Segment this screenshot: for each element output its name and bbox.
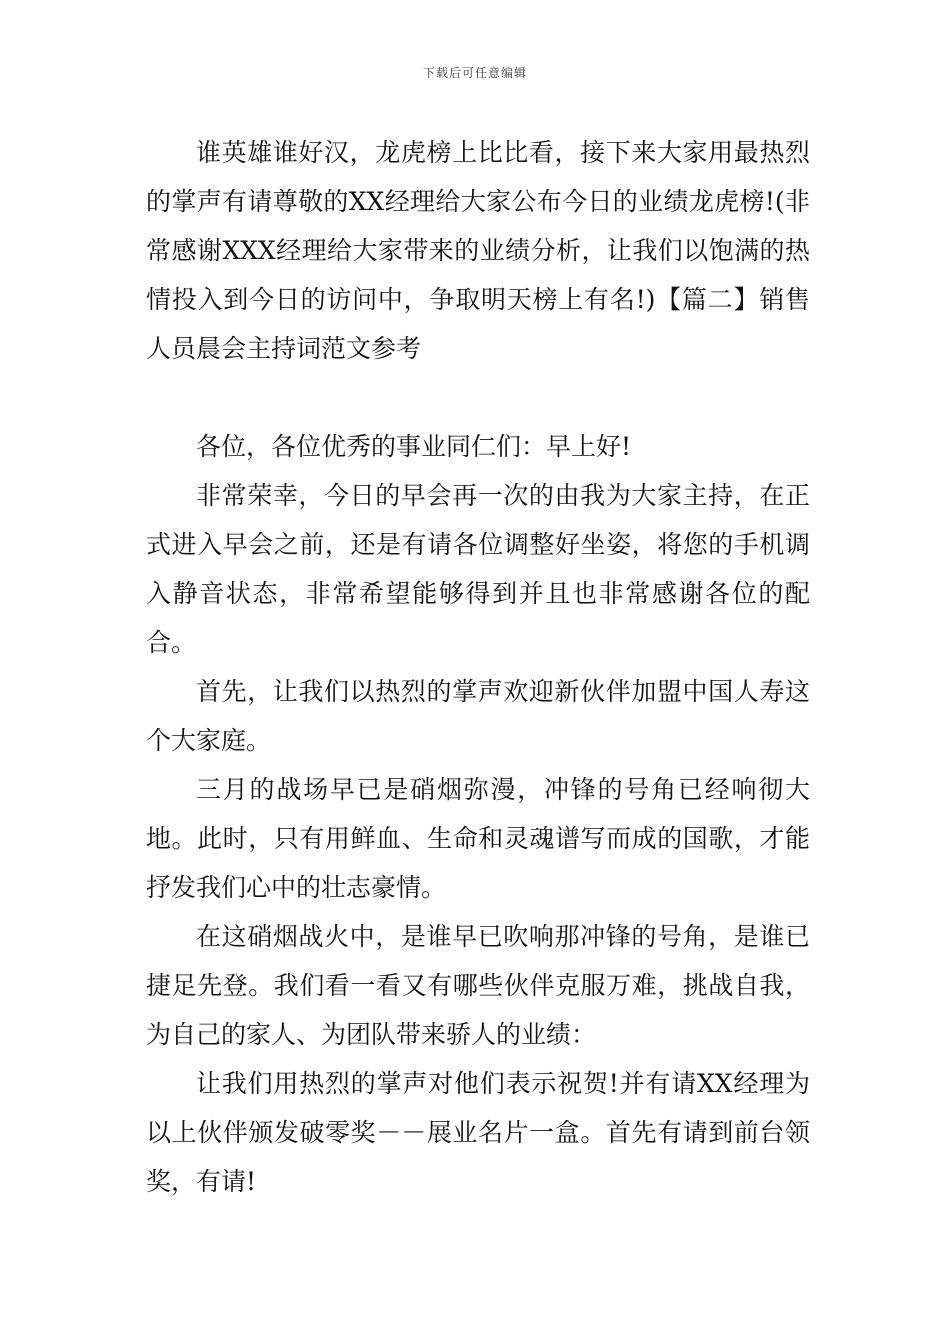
paragraph-1: 谁英雄谁好汉，龙虎榜上比比看，接下来大家用最热烈的掌声有请尊敬的XX经理给大家公布今日的业绩龙虎榜!(非常感谢XXX经理给大家带来的业绩分析，让我们以饱满的热情投入到今日的访问中，争取明天榜上有名!)【篇二】销售人员晨会主持词范文参考 bbox=[146, 138, 810, 363]
paragraph-6: 在这硝烟战火中，是谁早已吹响那冲锋的号角，是谁已捷足先登。我们看一看又有哪些伙伴克服万难，挑战自我，为自己的家人、为团队带来骄人的业绩： bbox=[146, 922, 810, 1049]
paragraph-2: 各位，各位优秀的事业同仁们：早上好! bbox=[196, 432, 632, 461]
paragraph-4: 首先，让我们以热烈的掌声欢迎新伙伴加盟中国人寿这个大家庭。 bbox=[146, 677, 810, 755]
paragraph-5: 三月的战场早已是硝烟弥漫，冲锋的号角已经响彻大地。此时，只有用鲜血、生命和灵魂谱写而成的国歌，才能抒发我们心中的壮志豪情。 bbox=[146, 775, 810, 902]
document-body bbox=[146, 128, 810, 1206]
page-header: 下载后可任意编辑 bbox=[422, 66, 527, 80]
paragraph-7: 让我们用热烈的掌声对他们表示祝贺!并有请XX经理为以上伙伴颁发破零奖－－展业名片一盒。首先有请到前台领奖，有请! bbox=[146, 1069, 810, 1196]
paragraph-3: 非常荣幸，今日的早会再一次的由我为大家主持，在正式进入早会之前，还是有请各位调整好坐姿，将您的手机调入静音状态，非常希望能够得到并且也非常感谢各位的配合。 bbox=[146, 481, 810, 657]
